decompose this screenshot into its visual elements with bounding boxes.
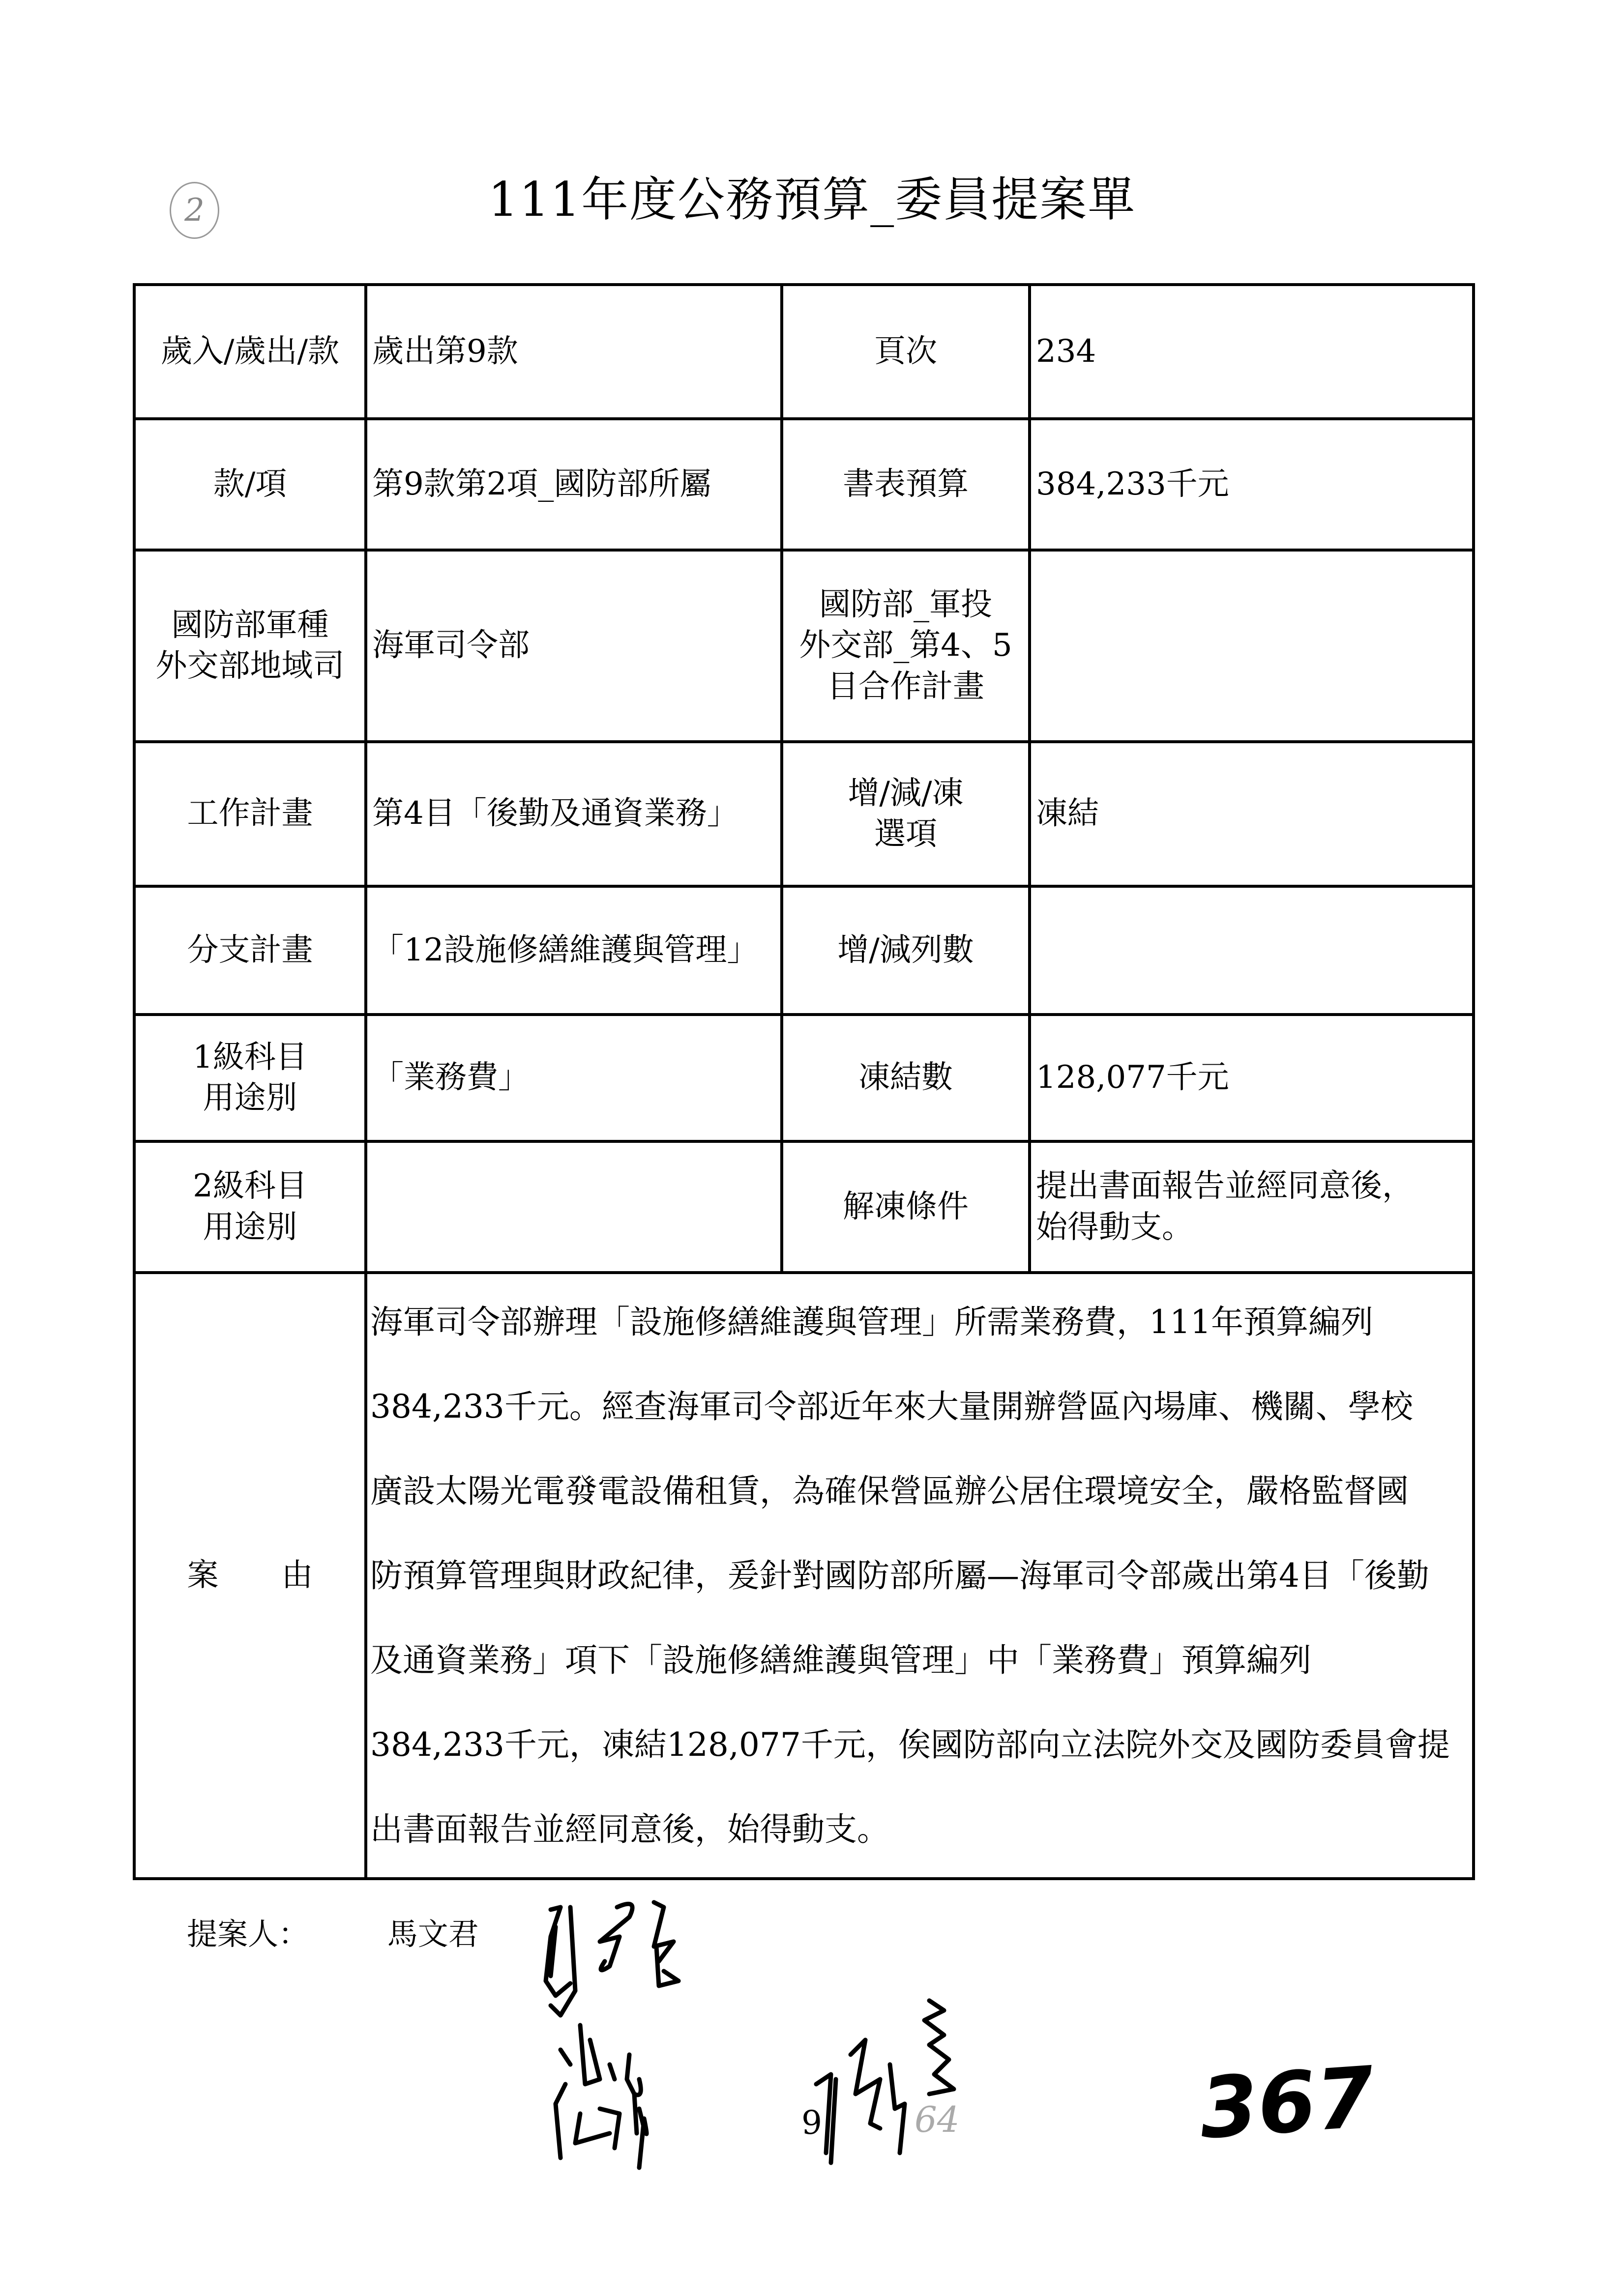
field-label: 1級科目 用途別: [134, 1015, 366, 1141]
field-label: 增/減列數: [782, 886, 1030, 1015]
field-label: 增/減/凍 選項: [782, 742, 1030, 886]
reason-label: 案 由: [134, 1273, 366, 1879]
field-value: 海軍司令部: [366, 550, 782, 742]
page-title: 111年度公務預算_委員提案單: [488, 172, 1136, 227]
grey-page-mark: 64: [915, 2099, 960, 2140]
field-value: 提出書面報告並經同意後， 始得動支。: [1030, 1141, 1474, 1273]
page-number: 9: [801, 2104, 822, 2142]
field-value: 凍結: [1030, 742, 1474, 886]
field-label: 凍結數: [782, 1015, 1030, 1141]
field-label: 頁次: [782, 285, 1030, 419]
field-value: 「業務費」: [366, 1015, 782, 1141]
reason-line: 防預算管理與財政紀律，爰針對國防部所屬—海軍司令部歲出第4目「後勤: [370, 1556, 1429, 1595]
proposer-name: 馬文君: [387, 1916, 479, 1952]
field-label: 解凍條件: [782, 1141, 1030, 1273]
reason-line: 出書面報告並經同意後，始得動支。: [370, 1810, 889, 1848]
handwritten-page-number: 367: [1196, 2048, 1378, 2158]
reason-line: 廣設太陽光電發電設備租賃，為確保營區辦公居住環境安全，嚴格監督國: [370, 1472, 1409, 1510]
field-label: 國防部軍種 外交部地域司: [134, 550, 366, 742]
field-label: 國防部_軍投 外交部_第4、5 目合作計畫: [782, 550, 1030, 742]
field-label: 工作計畫: [134, 742, 366, 886]
field-value: 「12設施修繕維護與管理」: [366, 886, 782, 1015]
field-label: 書表預算: [782, 419, 1030, 550]
signature-2: [556, 2025, 647, 2168]
circled-number-mark: 2: [170, 182, 219, 239]
signature-1: [546, 1902, 679, 2015]
field-value: 歲出第9款: [366, 285, 782, 419]
field-value: 128,077千元: [1030, 1015, 1474, 1141]
field-value: 第9款第2項_國防部所屬: [366, 419, 782, 550]
reason-line: 海軍司令部辦理「設施修繕維護與管理」所需業務費，111年預算編列: [370, 1303, 1373, 1341]
proposer-label: 提案人：: [187, 1916, 309, 1952]
field-value: 384,233千元: [1030, 419, 1474, 550]
field-value: 第4目「後勤及通資業務」: [366, 742, 782, 886]
field-label: 分支計畫: [134, 886, 366, 1015]
reason-line: 384,233千元。經查海軍司令部近年來大量開辦營區內場庫、機關、學校: [370, 1387, 1413, 1425]
field-label: 款/項: [134, 419, 366, 550]
field-label: 歲入/歲出/款: [134, 285, 366, 419]
reason-line: 及通資業務」項下「設施修繕維護與管理」中「業務費」預算編列: [370, 1641, 1311, 1679]
field-label: 2級科目 用途別: [134, 1141, 366, 1273]
reason-line: 384,233千元，凍結128,077千元，俟國防部向立法院外交及國防委員會提: [370, 1725, 1450, 1764]
field-value: 234: [1030, 285, 1474, 419]
